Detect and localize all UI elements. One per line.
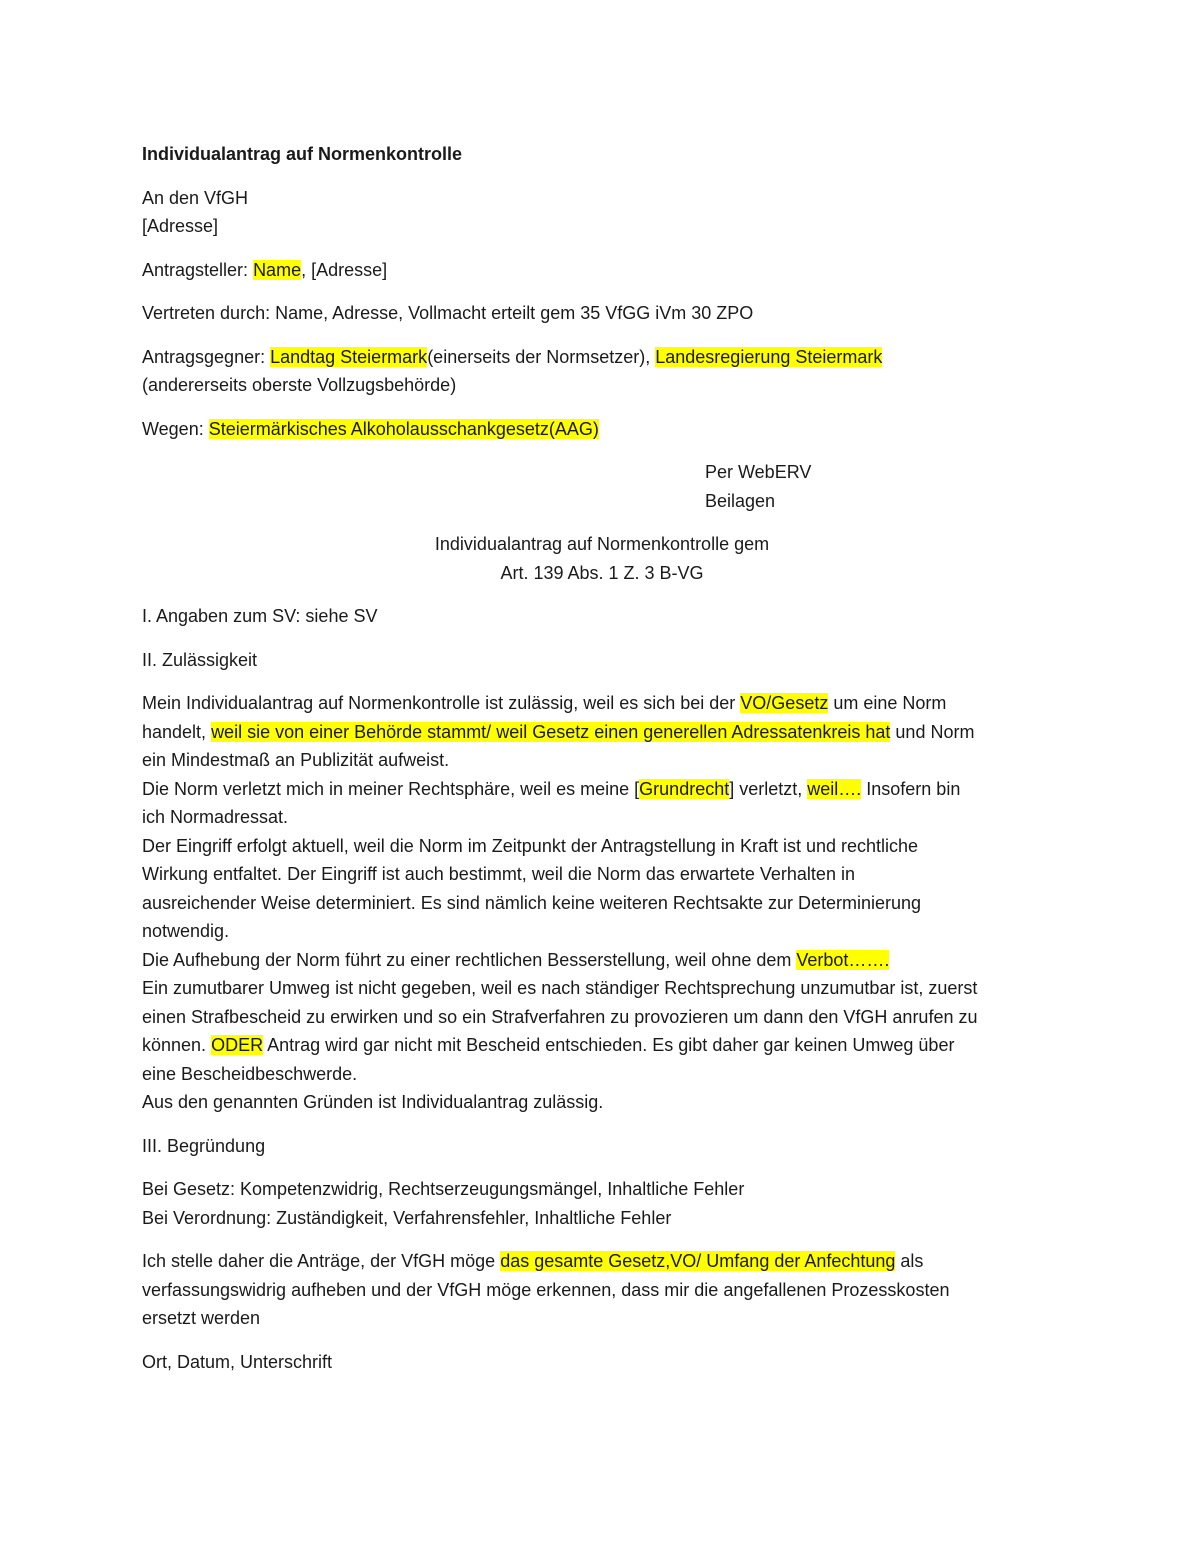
text-span: Die Aufhebung der Norm führt zu einer rechtlichen Besserstellung, weil ohne dem: [142, 949, 797, 970]
respondent-block: [142, 343, 1062, 400]
respondent-party1-highlight: Landtag Steiermark: [270, 346, 428, 367]
applicant-name-highlight: Name: [253, 259, 302, 280]
text-line: einen Strafbescheid zu erwirken und so ein Strafverfahren zu provozieren um dann den VfGH anrufen zu: [142, 1006, 978, 1027]
text-span: Mein Individualantrag auf Normenkontrolle ist zulässig, weil es sich bei der: [142, 693, 741, 713]
text-span: ] verletzt,: [729, 778, 808, 799]
attachments-label: Beilagen: [705, 490, 776, 511]
recipient-address: [Adresse]: [142, 216, 219, 236]
norm-type-highlight: VO/Gesetz: [740, 693, 829, 713]
text-line: ersetzt werden: [142, 1308, 261, 1328]
section-2-heading: II. Zulässigkeit: [142, 649, 258, 670]
text-span: Die Norm verletzt mich in meiner Rechtsphäre, weil es meine [: [142, 778, 640, 799]
norm-reason-highlight: weil sie von einer Behörde stammt/ weil Gesetz einen generellen Adressatenkreis hat: [211, 721, 891, 742]
document-title: Individualantrag auf Normenkontrolle: [142, 144, 463, 164]
recipient-block: [142, 184, 1062, 241]
grounds-regulation: Bei Verordnung: Zuständigkeit, Verfahrensfehler, Inhaltliche Fehler: [142, 1207, 672, 1228]
representative-line: Vertreten durch: Name, Adresse, Vollmacht erteilt gem 35 VfGG iVm 30 ZPO: [142, 303, 754, 323]
text-span: handelt,: [142, 721, 212, 742]
subject-line: [142, 415, 1062, 444]
grounds-block: [142, 1175, 1062, 1232]
recipient-line: An den VfGH: [142, 187, 249, 208]
request-paragraph: [142, 1247, 1062, 1333]
heading-line-1: Individualantrag auf Normenkontrolle gem: [434, 534, 770, 554]
text-line: notwendig.: [142, 921, 230, 941]
text-line: ich Normadressat.: [142, 807, 289, 827]
subject-label: Wegen:: [142, 418, 209, 439]
fundamental-right-highlight: Grundrecht: [639, 778, 730, 799]
document-body: [142, 140, 1062, 1376]
text-line: verfassungswidrig aufheben und der VfGH möge erkennen, dass mir die angefallenen Prozesskosten: [142, 1279, 950, 1300]
applicant-line: [142, 256, 1062, 285]
because-highlight: weil….: [807, 778, 862, 799]
document-heading: [142, 530, 1062, 587]
section-1-heading: I. Angaben zum SV: siehe SV: [142, 606, 378, 626]
applicant-label: Antragsteller:: [142, 259, 254, 280]
respondent-party1-note: (einerseits der Normsetzer),: [427, 346, 656, 367]
respondent-label: Antragsgegner:: [142, 346, 271, 367]
text-line: Wirkung entfaltet. Der Eingriff ist auch bestimmt, weil die Norm das erwartete Verhalten in: [142, 864, 855, 884]
text-span: als: [895, 1251, 924, 1271]
text-span: können.: [142, 1035, 212, 1055]
subject-value-highlight: Steiermärkisches Alkoholausschankgesetz(AAG): [208, 418, 599, 439]
delivery-method: Per WebERV: [705, 462, 812, 482]
oder-highlight: ODER: [211, 1035, 264, 1055]
respondent-party2-highlight: Landesregierung Steiermark: [655, 346, 883, 367]
prohibition-highlight: Verbot…….: [796, 949, 890, 970]
text-span: Antrag wird gar nicht mit Bescheid entschieden. Es gibt daher gar keinen Umweg über: [263, 1035, 955, 1055]
text-line: ein Mindestmaß an Publizität aufweist.: [142, 750, 450, 770]
text-span: Ich stelle daher die Anträge, der VfGH möge: [142, 1251, 501, 1271]
applicant-rest: , [Adresse]: [301, 259, 388, 280]
signature-line: Ort, Datum, Unterschrift: [142, 1351, 333, 1372]
scope-highlight: das gesamte Gesetz,VO/ Umfang der Anfechtung: [500, 1251, 896, 1271]
text-line: eine Bescheidbeschwerde.: [142, 1063, 358, 1084]
text-line: Ein zumutbarer Umweg ist nicht gegeben, weil es nach ständiger Rechtsprechung unzumutbar ist, zuerst: [142, 978, 978, 998]
admissibility-paragraph: [142, 689, 1062, 1117]
delivery-block: [142, 458, 1062, 515]
text-line: Aus den genannten Gründen ist Individualantrag zulässig.: [142, 1092, 604, 1112]
text-line: Der Eingriff erfolgt aktuell, weil die Norm im Zeitpunkt der Antragstellung in Kraft ist und rechtliche: [142, 835, 919, 856]
heading-line-2: Art. 139 Abs. 1 Z. 3 B-VG: [500, 562, 704, 583]
text-line: ausreichender Weise determiniert. Es sind nämlich keine weiteren Rechtsakte zur Determinierung: [142, 892, 922, 913]
text-span: Insofern bin: [861, 778, 961, 799]
text-span: um eine Norm: [828, 693, 947, 713]
section-3-heading: III. Begründung: [142, 1135, 266, 1156]
grounds-law: Bei Gesetz: Kompetenzwidrig, Rechtserzeugungsmängel, Inhaltliche Fehler: [142, 1179, 745, 1199]
respondent-note: (andererseits oberste Vollzugsbehörde): [142, 375, 457, 395]
text-span: und Norm: [890, 721, 975, 742]
